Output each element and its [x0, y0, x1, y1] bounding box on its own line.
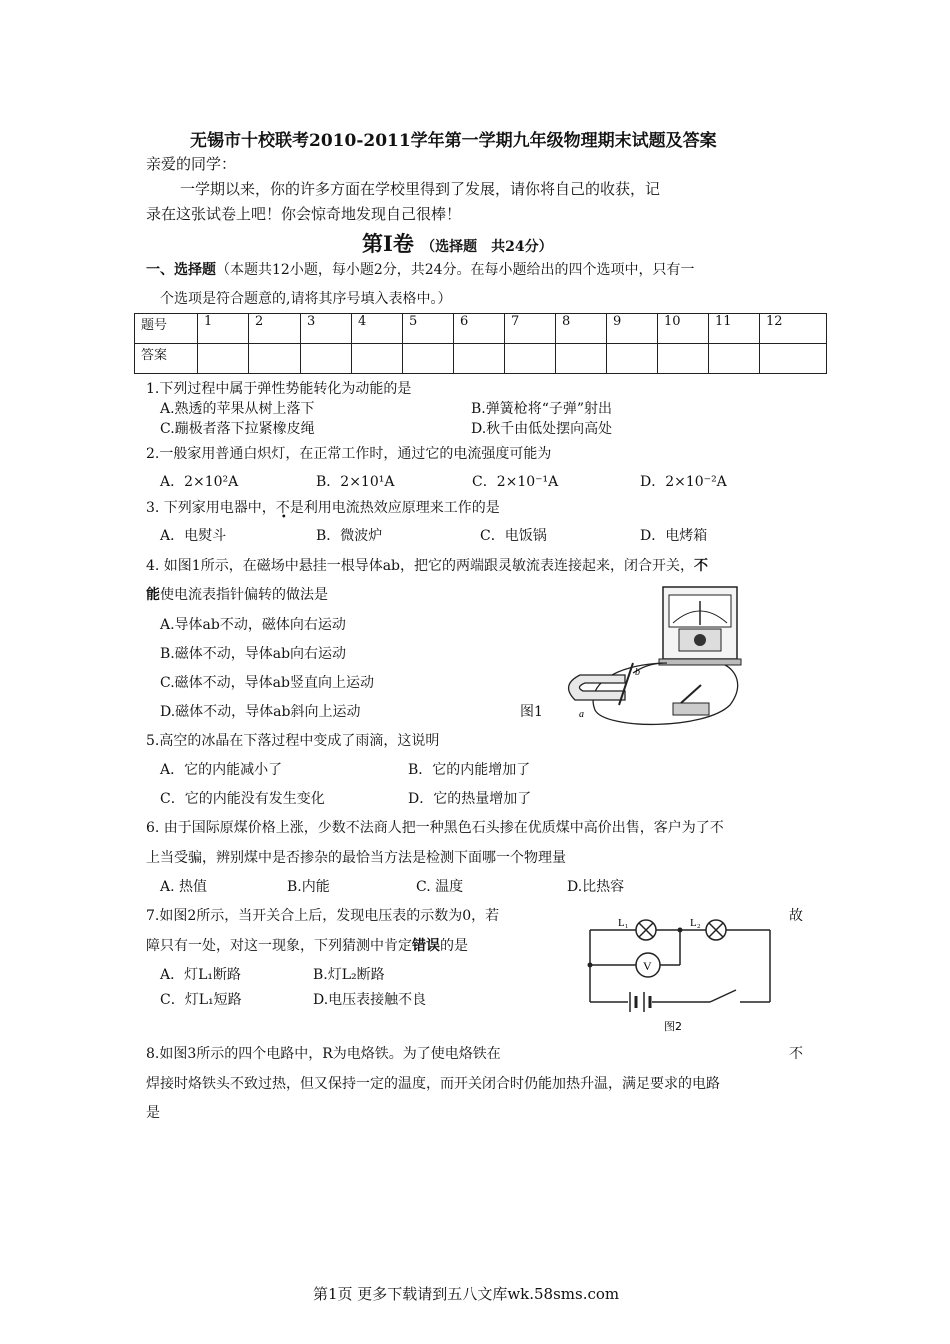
q3-option-c: C．电饭锅	[480, 528, 547, 544]
q2-option-a: A．2×10²A	[160, 474, 239, 490]
q6-option-b: B.内能	[287, 879, 330, 895]
table-cell: 12	[760, 314, 827, 344]
label-a: a	[579, 709, 584, 720]
junction-dot	[588, 963, 593, 968]
answer-cell[interactable]	[709, 344, 760, 374]
q7-option-b: B.灯L₂断路	[313, 967, 385, 983]
q1-option-c: C.蹦极者落下拉紧橡皮绳	[160, 421, 315, 437]
intro-line-1: 一学期以来，你的许多方面在学校里得到了发展，请你将自己的收获，记	[180, 180, 661, 198]
q5-option-a: A．它的内能减小了	[160, 762, 283, 778]
voltmeter-label: V	[643, 959, 652, 973]
answer-cell[interactable]	[454, 344, 505, 374]
table-cell: 2	[249, 314, 301, 344]
q3-stem-emphasis: 不是	[275, 500, 304, 516]
table-row	[135, 314, 827, 344]
table-cell: 9	[607, 314, 658, 344]
q6-stem-2: 上当受骗，辨别煤中是否掺杂的最恰当方法是检测下面哪一个物理量	[146, 850, 566, 866]
answer-cell[interactable]	[198, 344, 249, 374]
answer-cell[interactable]	[607, 344, 658, 374]
q4-option-a: A.导体ab不动，磁体向右运动	[160, 617, 346, 633]
q5-option-c: C．它的内能没有发生变化	[160, 791, 325, 807]
q7-stem-1: 7.如图2所示，当开关合上后，发现电压表的示数为0，若	[146, 908, 500, 924]
q3-option-a: A．电熨斗	[160, 528, 227, 544]
answer-cell[interactable]	[760, 344, 827, 374]
answer-cell[interactable]	[403, 344, 454, 374]
q4-stem-1	[146, 555, 708, 575]
intro-line-2: 录在这张试卷上吧！你会惊奇地发现自己很棒！	[146, 205, 462, 223]
part1-head: 一、选择题	[146, 262, 216, 278]
q3-option-d: D．电烤箱	[640, 528, 708, 544]
q6-stem-1: 6. 由于国际原煤价格上涨，少数不法商人把一种黑色石头掺在优质煤中高价出售，客户为了不	[146, 820, 724, 836]
page-title: 无锡市十校联考2010-2011学年第一学期九年级物理期末试题及答案	[190, 131, 717, 151]
figure1-caption: 图1	[520, 704, 543, 720]
q7-option-d: D.电压表接触不良	[313, 992, 427, 1008]
figure2-caption: 图2	[664, 1020, 682, 1033]
table-cell: 10	[658, 314, 709, 344]
galvanometer	[659, 587, 741, 665]
q4-option-b: B.磁体不动，导体ab向右运动	[160, 646, 347, 662]
q7-option-a: A．灯L₁断路	[160, 967, 242, 983]
voltmeter-icon	[636, 953, 660, 977]
q2-option-d: D．2×10⁻²A	[640, 474, 727, 490]
label-b: b	[635, 667, 640, 678]
table-cell: 4	[352, 314, 403, 344]
q8-stem-1: 8.如图3所示的四个电路中，R为电烙铁。为了使电烙铁在	[146, 1046, 501, 1062]
table-cell: 7	[505, 314, 556, 344]
table-cell: 11	[709, 314, 760, 344]
q4-stem-text-2: 使电流表指针偏转的做法是	[160, 587, 328, 603]
part1-desc-1: （本题共12小题，每小题2分，共24分。在每小题给出的四个选项中，只有一	[216, 262, 695, 278]
q6-option-c: C. 温度	[416, 879, 464, 895]
switch-icon	[673, 685, 709, 715]
table-cell: 6	[454, 314, 505, 344]
q5-option-b: B．它的内能增加了	[408, 762, 531, 778]
q3-option-b: B．微波炉	[316, 528, 383, 544]
table-cell: 3	[301, 314, 352, 344]
table-cell: 5	[403, 314, 454, 344]
q3-stem-pre: 3. 下列家用电器中，	[146, 500, 276, 516]
label-l1: L₁	[618, 917, 629, 929]
greeting: 亲爱的同学：	[146, 155, 237, 173]
q4-emphasis-2: 能	[146, 587, 160, 603]
row-label-answer: 答案	[135, 344, 198, 374]
table-cell: 1	[198, 314, 249, 344]
lamp-l1-icon	[636, 920, 656, 940]
q7-stem-emphasis: 错误	[412, 938, 440, 954]
q2-stem: 2.一般家用普通白炽灯，在正常工作时，通过它的电流强度可能为	[146, 446, 552, 462]
figure2-circuit	[580, 910, 780, 1040]
q6-option-d: D.比热容	[567, 879, 625, 895]
label-l2: L₂	[690, 917, 701, 929]
q7-stem-post: 的是	[440, 938, 468, 954]
answer-cell[interactable]	[249, 344, 301, 374]
q7-stem-1-end: 故	[789, 908, 803, 924]
q4-option-c: C.磁体不动，导体ab竖直向上运动	[160, 675, 374, 691]
table-cell: 8	[556, 314, 607, 344]
q1-option-b: B.弹簧枪将“子弹”射出	[471, 401, 613, 417]
q1-stem: 1.下列过程中属于弹性势能转化为动能的是	[146, 381, 412, 397]
part1-desc-2: 个选项是符合题意的,请将其序号填入表格中。）	[160, 291, 452, 307]
q1-option-a: A.熟透的苹果从树上落下	[160, 401, 315, 417]
row-label-number: 题号	[135, 314, 198, 344]
q3-stem	[146, 497, 500, 517]
answer-cell[interactable]	[658, 344, 709, 374]
section-title: 第Ⅰ卷	[362, 231, 414, 256]
q7-option-c: C．灯L₁短路	[160, 992, 242, 1008]
q2-option-c: C．2×10⁻¹A	[472, 474, 559, 490]
lamp-l2-icon	[706, 920, 726, 940]
answer-table	[134, 313, 827, 374]
q3-stem-post: 利用电流热效应原理来工作的是	[303, 500, 500, 516]
figure1-illustration	[555, 585, 750, 735]
section-subtitle: （选择题 共24分）	[421, 239, 553, 255]
answer-cell[interactable]	[556, 344, 607, 374]
q8-stem-1-end: 不	[789, 1046, 803, 1062]
q6-option-a: A. 热值	[160, 879, 208, 895]
answer-cell[interactable]	[505, 344, 556, 374]
q4-stem-text: 4. 如图1所示，在磁场中悬挂一根导体ab，把它的两端跟灵敏流表连接起来，闭合开关，	[146, 558, 695, 574]
q7-stem-pre: 障只有一处，对这一现象，下列猜测中肯定	[146, 938, 412, 954]
q8-stem-3: 是	[146, 1105, 160, 1121]
q7-stem-2	[146, 935, 468, 955]
answer-cell[interactable]	[301, 344, 352, 374]
answer-cell[interactable]	[352, 344, 403, 374]
q4-emphasis-1: 不	[694, 558, 709, 574]
q4-option-d: D.磁体不动，导体ab斜向上运动	[160, 704, 361, 720]
q8-stem-2: 焊接时烙铁头不致过热，但又保持一定的温度，而开关闭合时仍能加热升温，满足要求的电路	[146, 1076, 720, 1092]
q5-option-d: D．它的热量增加了	[408, 791, 532, 807]
q5-stem: 5.高空的冰晶在下落过程中变成了雨滴，这说明	[146, 733, 440, 749]
table-row	[135, 344, 827, 374]
junction-dot	[678, 928, 683, 933]
page-footer: 第1页 更多下载请到五八文库wk.58sms.com	[313, 1285, 620, 1303]
q2-option-b: B．2×10¹A	[316, 474, 395, 490]
section-heading	[362, 228, 553, 258]
part1-instructions	[146, 259, 695, 279]
q4-stem-2	[146, 584, 328, 604]
q1-option-d: D.秋千由低处摆向高处	[471, 421, 613, 437]
battery-icon	[630, 992, 650, 1012]
